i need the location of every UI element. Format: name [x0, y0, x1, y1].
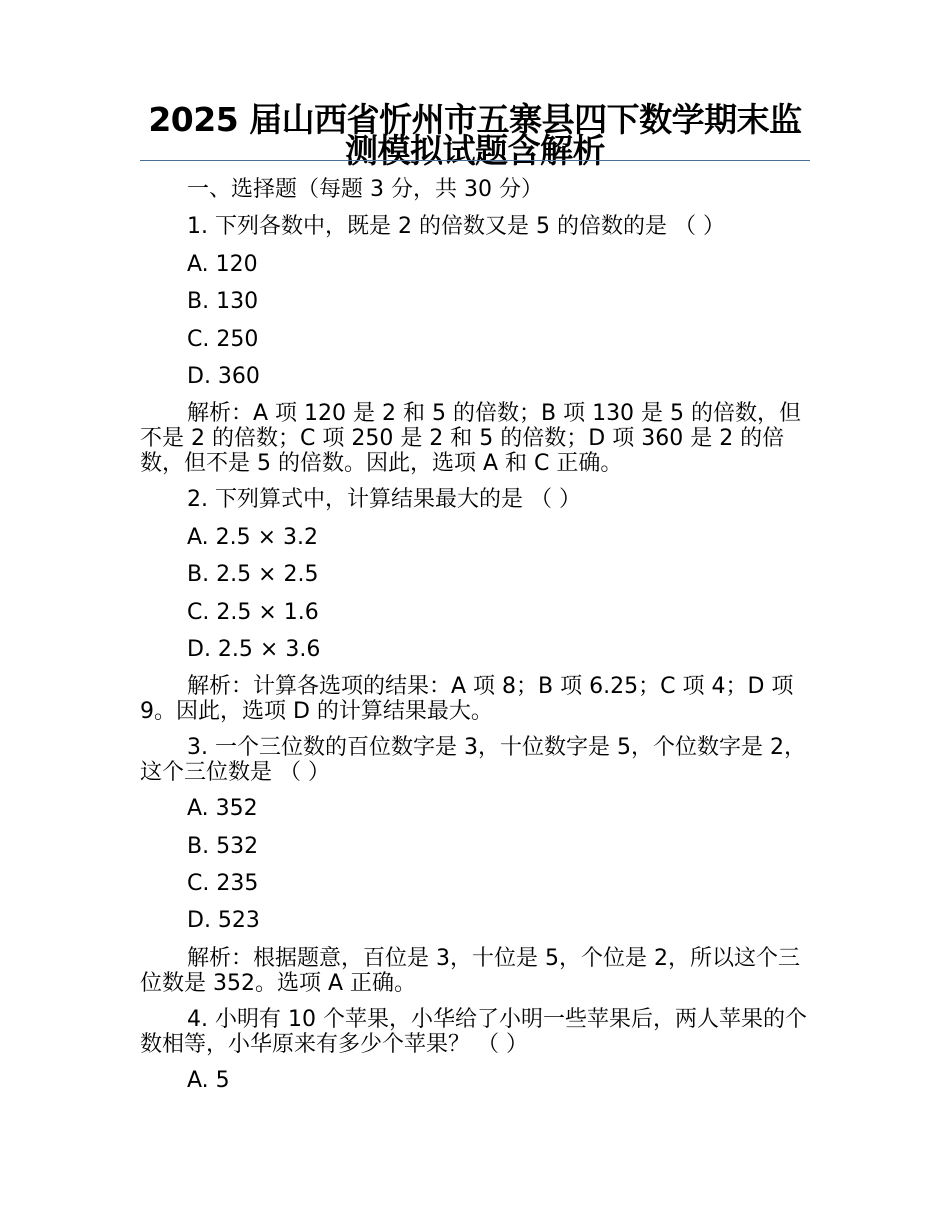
title-divider: [140, 160, 810, 161]
option: A. 120: [187, 251, 258, 277]
question-stem: 1. 下列各数中，既是 2 的倍数又是 5 的倍数的是 （ ）: [187, 214, 725, 240]
option: C. 235: [187, 871, 259, 897]
question-stem: 3. 一个三位数的百位数字是 3，十位数字是 5，个位数字是 2，这个三位数是 （ ）: [140, 735, 806, 786]
option: A. 2.5 × 3.2: [187, 524, 319, 550]
option: C. 2.5 × 1.6: [187, 599, 319, 625]
section-heading: 一、选择题（每题 3 分，共 30 分）: [187, 177, 543, 202]
option: A. 5: [187, 1067, 230, 1093]
question-analysis: 解析：计算各选项的结果：A 项 8；B 项 6.25；C 项 4；D 项 9。因此，选项 D 的计算结果最大。: [140, 674, 794, 725]
option: D. 360: [187, 363, 260, 389]
option: C. 250: [187, 326, 259, 352]
option: D. 2.5 × 3.6: [187, 636, 321, 662]
option: B. 532: [187, 833, 259, 859]
question-stem: 2. 下列算式中，计算结果最大的是 （ ）: [187, 487, 581, 513]
question-analysis: 解析：根据题意，百位是 3，十位是 5，个位是 2，所以这个三位数是 352。选项 A 正确。: [140, 945, 800, 996]
option: A. 352: [187, 796, 258, 822]
question-stem: 4. 小明有 10 个苹果，小华给了小明一些苹果后，两人苹果的个数相等，小华原来有多少个苹果？ （ ）: [140, 1006, 807, 1057]
option: D. 523: [187, 908, 260, 934]
option: B. 2.5 × 2.5: [187, 562, 319, 588]
document-body: [140, 177, 810, 1105]
document-title: 2025 届山西省忻州市五寨县四下数学期末监测模拟试题含解析: [148, 100, 802, 170]
question-analysis: 解析：A 项 120 是 2 和 5 的倍数；B 项 130 是 5 的倍数，但不是 2 的倍数；C 项 250 是 2 和 5 的倍数；D 项 360 是 2 的倍数，但不是 5 的倍数。因此，选项 A 和 C 正确。: [140, 401, 802, 477]
option: B. 130: [187, 289, 259, 315]
